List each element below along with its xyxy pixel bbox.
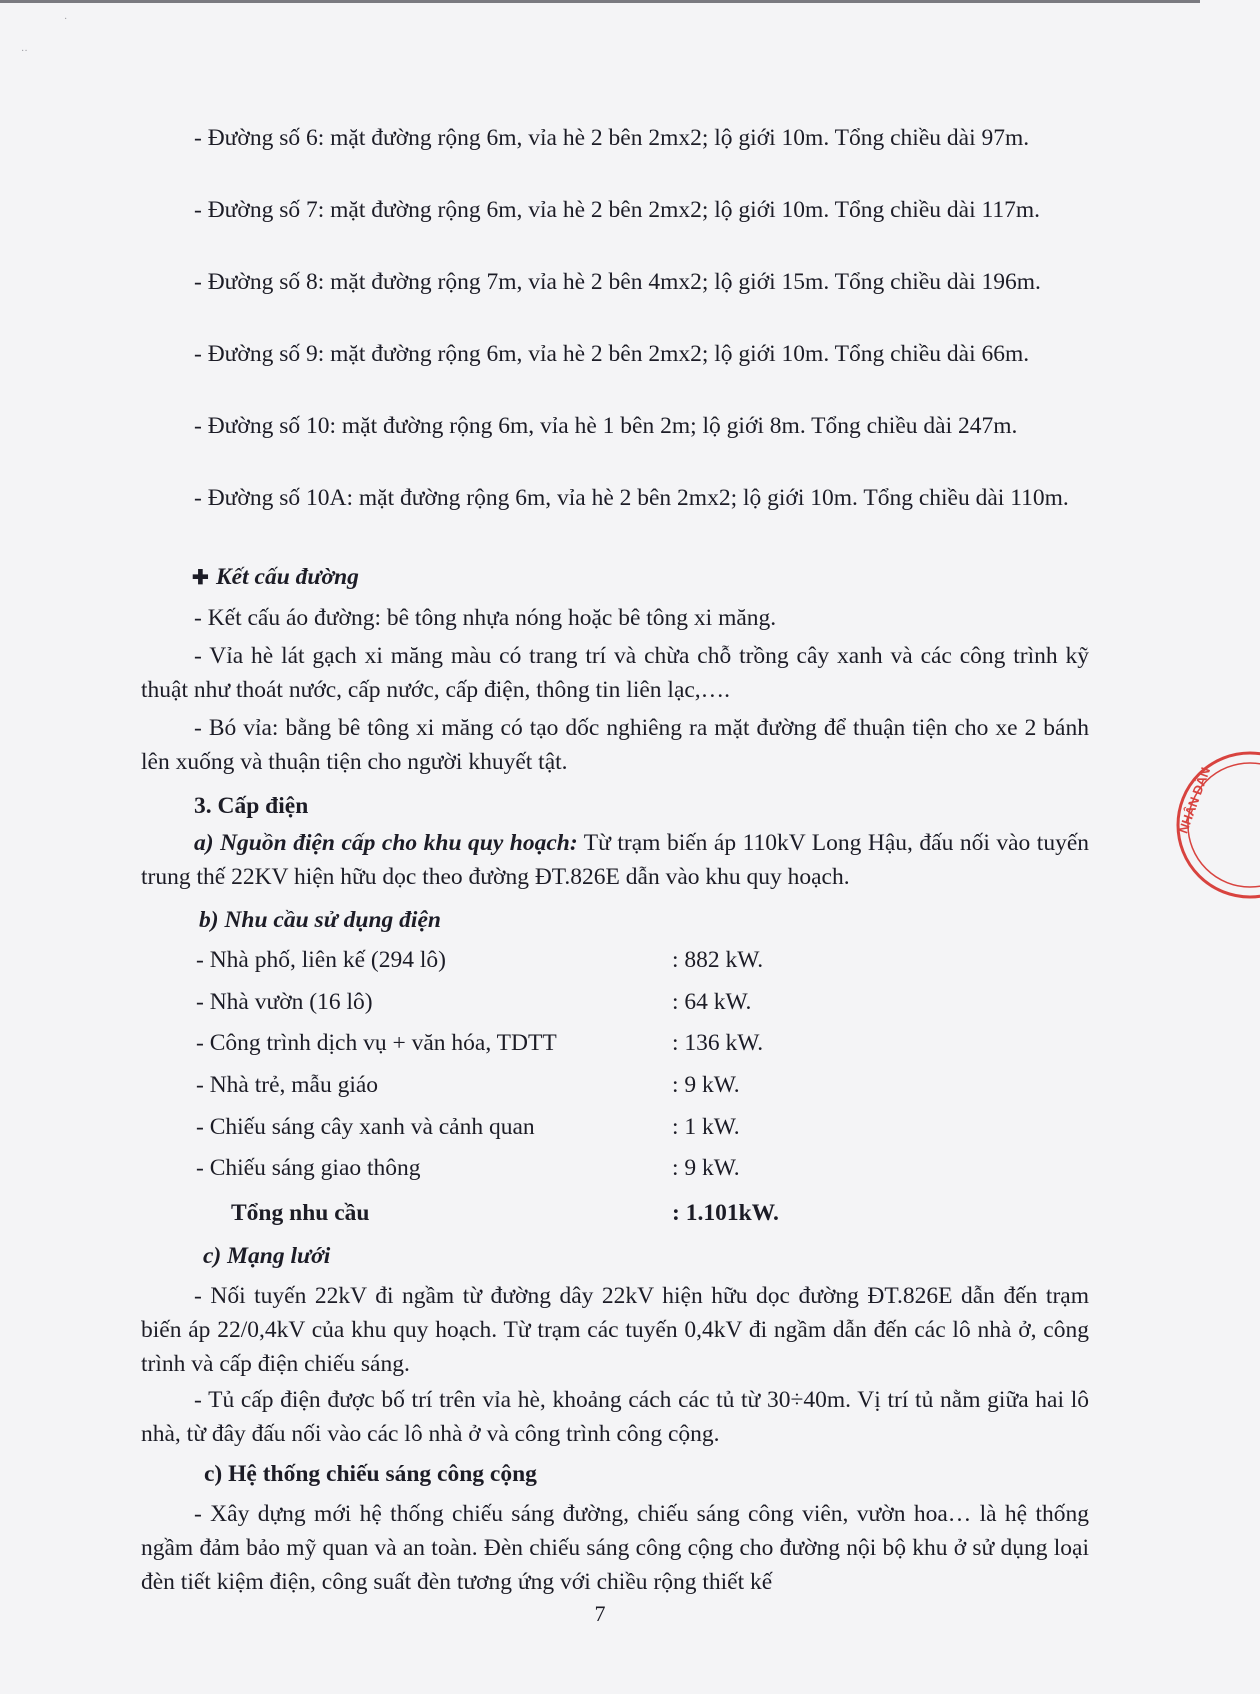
network-heading: c) Mạng lưới [203,1243,331,1269]
demand-row-label: - Chiếu sáng giao thông [196,1155,421,1181]
demand-row-label: - Công trình dịch vụ + văn hóa, TDTT [196,1030,557,1056]
demand-row-value: : 1 kW. [672,1114,740,1140]
power-source-paragraph [141,826,1089,894]
lighting-paragraph: - Xây dựng mới hệ thống chiếu sáng đường, chiếu sáng công viên, vườn hoa… là hệ thống ngầm đảm bảo mỹ quan và an toàn. Đèn chiếu sáng công cộng cho đường nội bộ khu ở sử dụng loại đèn tiết kiệm điện, công suất đèn tương ứng với chiều rộng thiết kế [141,1501,1089,1595]
road-paragraph: - Đường số 9: mặt đường rộng 6m, vỉa hè 2 bên 2mx2; lộ giới 10m. Tổng chiều dài 66m. [194,341,1030,367]
scan-speck: · [64,14,68,25]
demand-total-value: : 1.101kW. [672,1200,779,1226]
lighting-heading: c) Hệ thống chiếu sáng công cộng [204,1461,537,1487]
network-item: - Tủ cấp điện được bố trí trên vỉa hè, khoảng cách các tủ từ 30÷40m. Vị trí tủ nằm giữa hai lô nhà, từ đây đấu nối vào các lô nhà ở và công trình công cộng. [141,1387,1089,1447]
demand-row-label: - Nhà phố, liên kế (294 lô) [196,947,446,973]
plus-bullet-icon: ✚ [192,567,209,589]
demand-row-label: - Nhà vườn (16 lô) [196,989,373,1015]
structure-item: - Bó vỉa: bằng bê tông xi măng có tạo dốc nghiêng ra mặt đường để thuận tiện cho xe 2 bánh lên xuống và thuận tiện cho người khuyết tật. [141,715,1089,775]
demand-row-value: : 64 kW. [672,989,752,1015]
road-paragraph: - Đường số 6: mặt đường rộng 6m, vỉa hè 2 bên 2mx2; lộ giới 10m. Tổng chiều dài 97m. [194,125,1030,151]
structure-heading [194,560,359,595]
stamp-text: NHÂN DÂN [1175,765,1214,836]
demand-heading: b) Nhu cầu sử dụng điện [199,907,441,933]
section-title: 3. Cấp điện [194,793,309,819]
road-paragraph: - Đường số 7: mặt đường rộng 6m, vỉa hè 2 bên 2mx2; lộ giới 10m. Tổng chiều dài 117m. [194,197,1040,223]
structure-item: - Kết cấu áo đường: bê tông nhựa nóng hoặc bê tông xi măng. [194,605,777,631]
structure-heading-text: Kết cấu đường [216,564,359,590]
structure-item: - Vỉa hè lát gạch xi măng màu có trang trí và chừa chỗ trồng cây xanh và các công trình kỹ thuật như thoát nước, cấp nước, cấp điện, thông tin liên lạc,…. [141,643,1089,703]
demand-row-label: - Nhà trẻ, mẫu giáo [196,1072,379,1098]
scan-speck: ·· [21,46,28,57]
demand-row-label: - Chiếu sáng cây xanh và cảnh quan [196,1114,535,1140]
network-item: - Nối tuyến 22kV đi ngầm từ đường dây 22kV hiện hữu dọc đường ĐT.826E dẫn đến trạm biến áp 22/0,4kV của khu quy hoạch. Từ trạm các tuyến 0,4kV đi ngầm dẫn đến các lô nhà ở, công trình và cấp điện chiếu sáng. [141,1283,1089,1377]
demand-row-value: : 9 kW. [672,1155,740,1181]
road-paragraph: - Đường số 10: mặt đường rộng 6m, vỉa hè 1 bên 2m; lộ giới 8m. Tổng chiều dài 247m. [194,413,1018,439]
demand-row-value: : 9 kW. [672,1072,740,1098]
demand-row-value: : 882 kW. [672,947,764,973]
official-stamp [1170,745,1260,905]
demand-row-value: : 136 kW. [672,1030,764,1056]
road-paragraph: - Đường số 8: mặt đường rộng 7m, vỉa hè 2 bên 4mx2; lộ giới 15m. Tổng chiều dài 196m. [194,269,1041,295]
demand-total-label: Tổng nhu cầu [231,1200,370,1226]
power-source-text: Từ trạm biến áp 110kV Long Hậu, đấu nối vào tuyến trung thế 22KV hiện hữu dọc theo đường ĐT.826E dẫn vào khu quy hoạch. [141,830,1089,890]
page-number: 7 [594,1601,606,1626]
road-paragraph: - Đường số 10A: mặt đường rộng 6m, vỉa hè 2 bên 2mx2; lộ giới 10m. Tổng chiều dài 110m. [194,485,1069,511]
power-source-label: a) Nguồn điện cấp cho khu quy hoạch: [194,830,578,856]
